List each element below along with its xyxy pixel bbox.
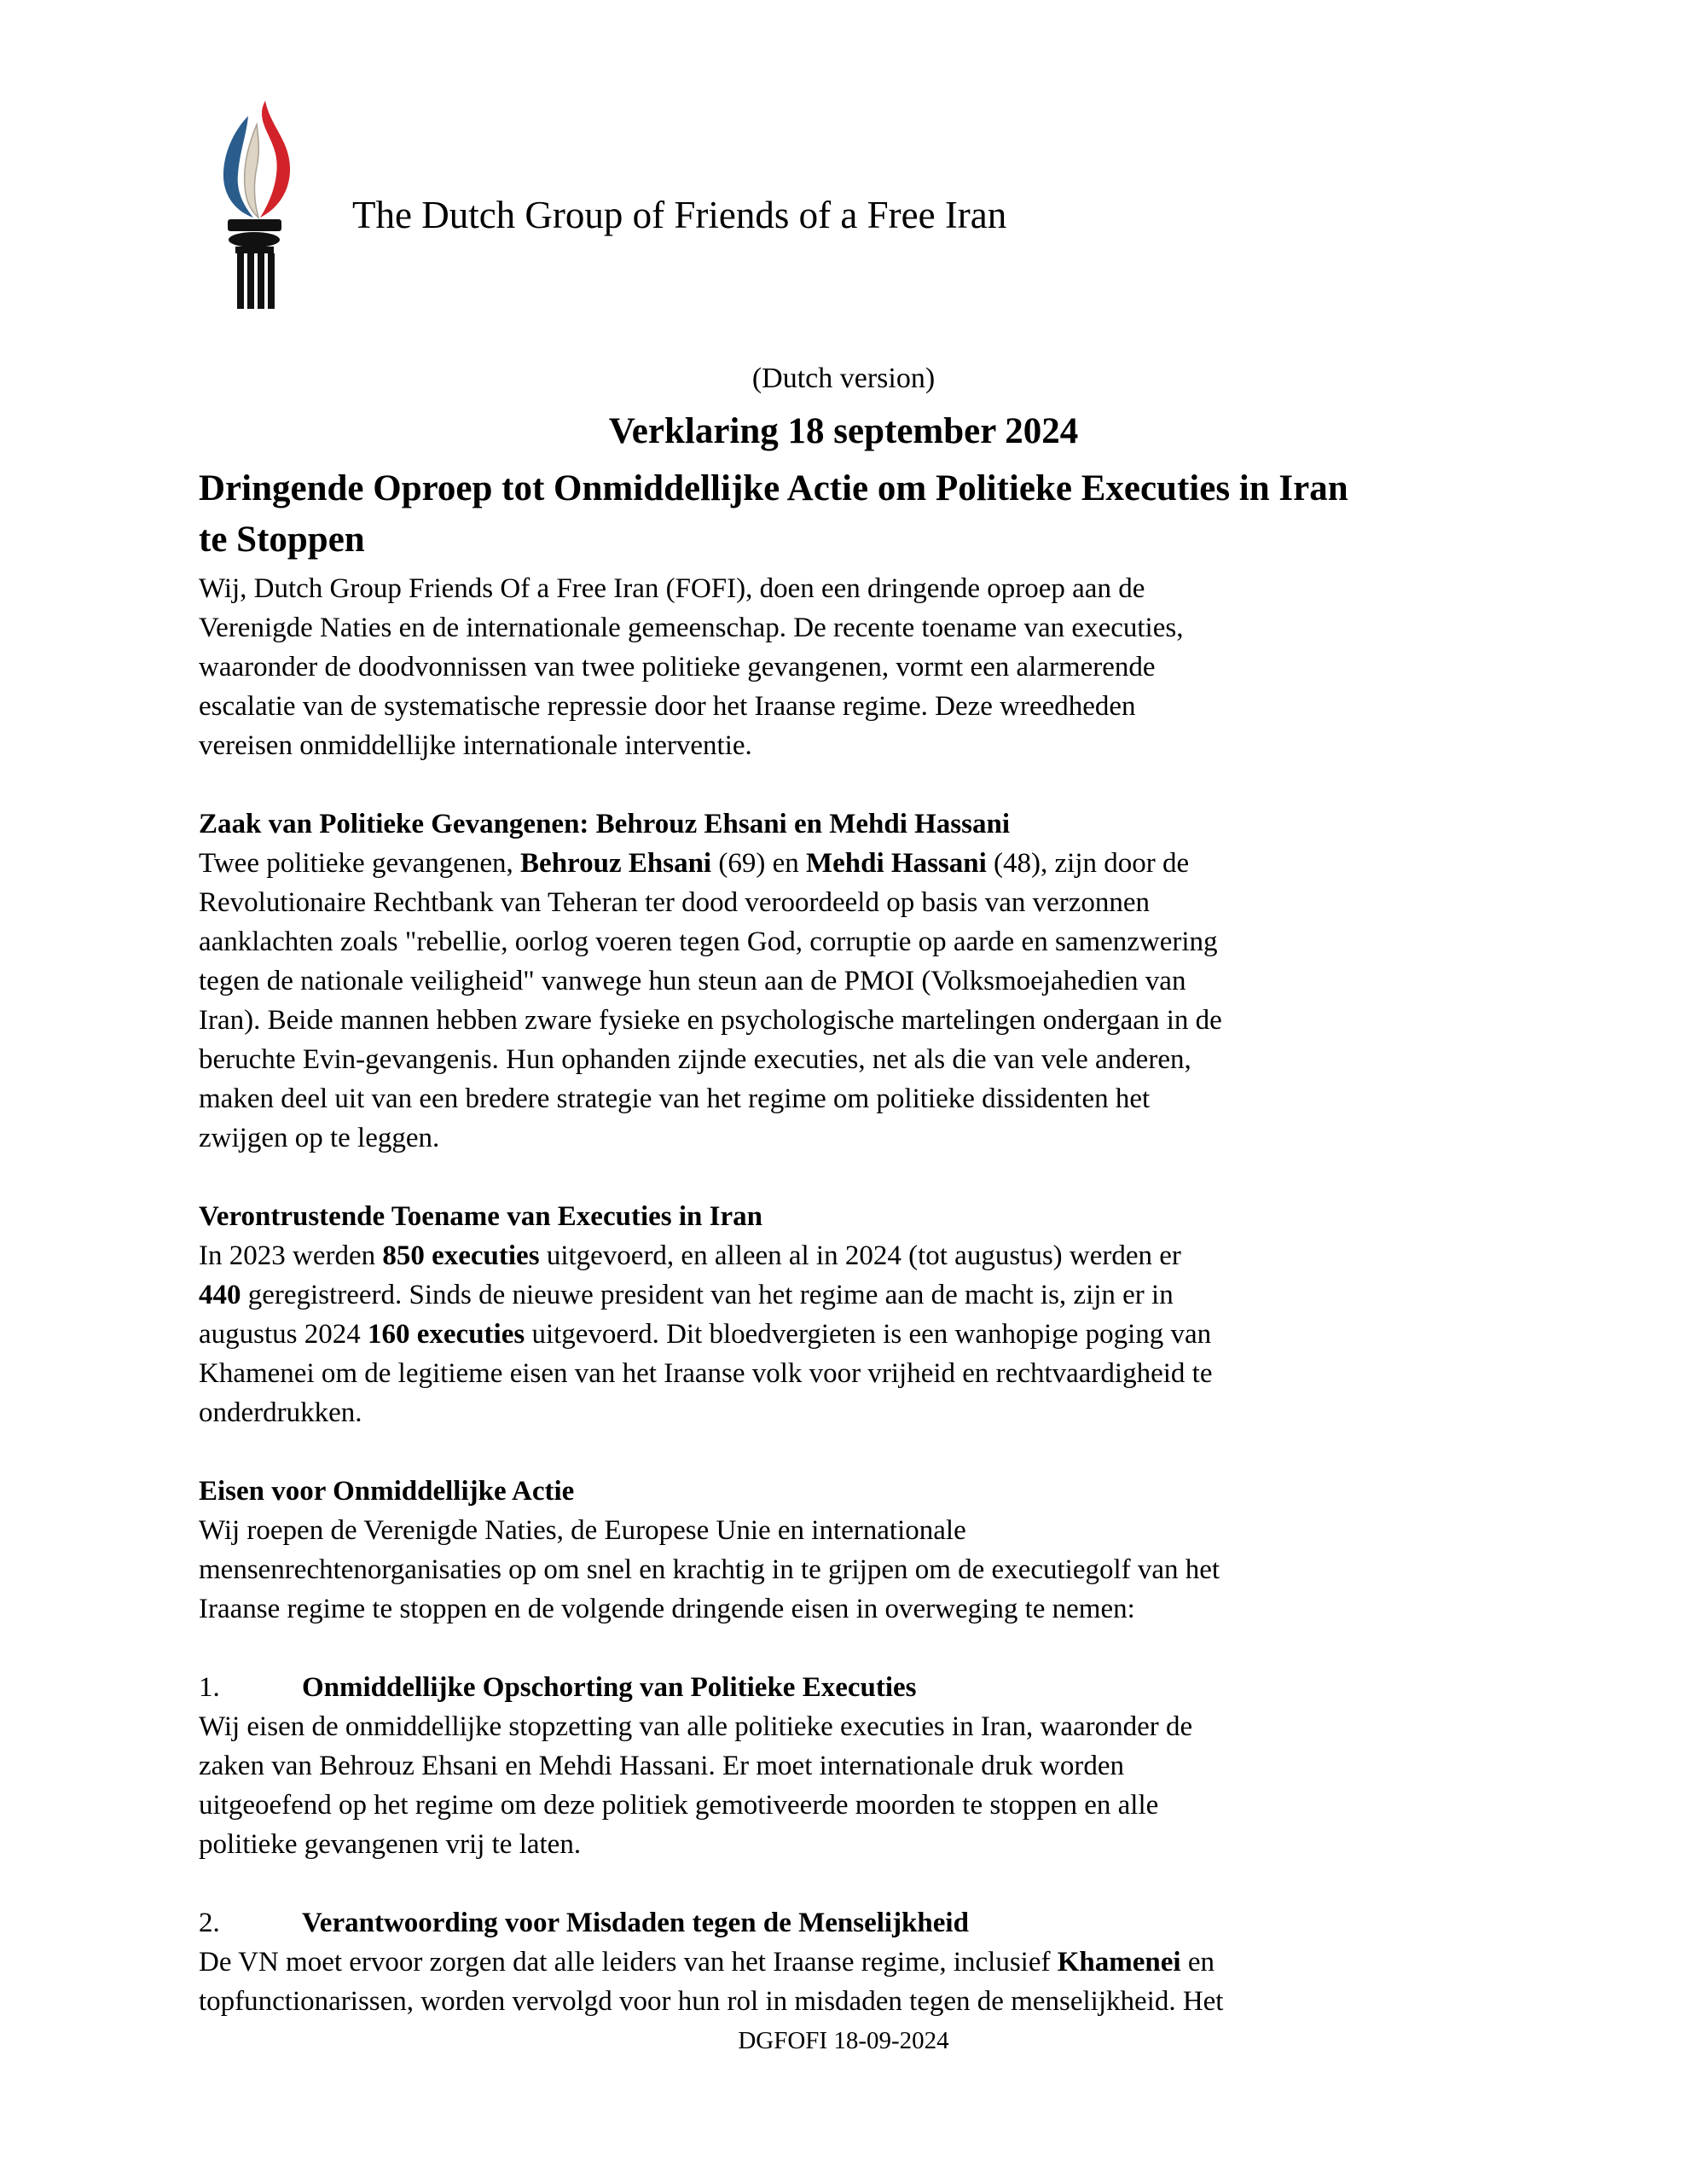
text-line: 440 geregistreerd. Sinds de nieuwe president van het regime aan de macht is, zijn er in [199, 1280, 1174, 1310]
paragraph [199, 569, 1488, 765]
organization-name: The Dutch Group of Friends of a Free Iran [352, 194, 1007, 236]
text-line: zwijgen op te leggen. [199, 1123, 440, 1153]
text-line: De VN moet ervoor zorgen dat alle leiders van het Iraanse regime, inclusief Khamenei en [199, 1947, 1215, 1978]
text-line: vereisen onmiddellijke internationale interventie. [199, 730, 752, 761]
main-heading-line-1: Dringende Oproep tot Onmiddellijke Actie om Politieke Executies in Iran [199, 468, 1348, 508]
text-line: Revolutionaire Rechtbank van Teheran ter dood veroordeeld op basis van verzonnen [199, 887, 1151, 918]
paragraph [199, 1511, 1488, 1629]
item-heading-text: Verantwoording voor Misdaden tegen de Menselijkheid [302, 1908, 969, 1938]
text-line: uitgeoefend op het regime om deze politiek gemotiveerde moorden te stoppen en alle [199, 1790, 1159, 1821]
text-line: zaken van Behrouz Ehsani en Mehdi Hassani. Er moet internationale druk worden [199, 1751, 1124, 1781]
text-line: Khamenei om de legitieme eisen van het Iraanse volk voor vrijheid en rechtvaardigheid te [199, 1358, 1213, 1389]
statement-date-heading: Verklaring 18 september 2024 [608, 411, 1079, 451]
text-line: escalatie van de systematische repressie door het Iraanse regime. Deze wreedheden [199, 691, 1136, 722]
text-line: politieke gevangenen vrij te laten. [199, 1829, 582, 1860]
text-line: tegen de nationale veiligheid" vanwege hun steun aan de PMOI (Volksmoejahedien van [199, 966, 1186, 996]
numbered-heading [199, 1903, 1488, 1943]
footer-note: DGFOFI 18-09-2024 [738, 2027, 949, 2054]
paragraph [199, 1236, 1488, 1432]
text-line: waaronder de doodvonnissen van twee politieke gevangenen, vormt een alarmerende [199, 652, 1156, 682]
text-line: beruchte Evin-gevangenis. Hun ophanden zijnde executies, net als die van vele anderen, [199, 1044, 1191, 1075]
main-heading-line-2: te Stoppen [199, 520, 365, 560]
text-line: Iran). Beide mannen hebben zware fysieke en psychologische martelingen ondergaan in de [199, 1005, 1222, 1036]
item-heading-text: Onmiddellijke Opschorting van Politieke Executies [302, 1672, 917, 1703]
heading: Zaak van Politieke Gevangenen: Behrouz Ehsani en Mehdi Hassani [199, 809, 1011, 839]
paragraph [199, 844, 1488, 1158]
text-line: mensenrechtenorganisaties op om snel en krachtig in te grijpen om de executiegolf van het [199, 1554, 1220, 1585]
text-line: Wij eisen de onmiddellijke stopzetting van alle politieke executies in Iran, waaronder de [199, 1711, 1193, 1742]
numbered-heading [199, 1668, 1488, 1707]
text-line: Wij roepen de Verenigde Naties, de Europese Unie en internationale [199, 1515, 966, 1546]
heading: Eisen voor Onmiddellijke Actie [199, 1476, 575, 1507]
paragraph [199, 1707, 1488, 1864]
text-line: topfunctionarissen, worden vervolgd voor hun rol in misdaden tegen de menselijkheid. Het [199, 1986, 1224, 2017]
text-line: onderdrukken. [199, 1397, 362, 1428]
text-line: Iraanse regime te stoppen en de volgende dringende eisen in overweging te nemen: [199, 1594, 1135, 1624]
text-line: maken deel uit van een bredere strategie van het regime om politieke dissidenten het [199, 1083, 1151, 1114]
text-line: augustus 2024 160 executies uitgevoerd. Dit bloedvergieten is een wanhopige poging van [199, 1319, 1212, 1350]
document-body [199, 0, 1488, 2060]
paragraph [199, 1943, 1488, 2021]
text-line: In 2023 werden 850 executies uitgevoerd, en alleen al in 2024 (tot augustus) werden er [199, 1240, 1181, 1271]
text-line: Twee politieke gevangenen, Behrouz Ehsani (69) en Mehdi Hassani (48), zijn door de [199, 848, 1190, 879]
version-note: (Dutch version) [751, 363, 936, 394]
main-heading [199, 463, 1488, 566]
item-number: 2. [199, 1908, 220, 1938]
text-line: Wij, Dutch Group Friends Of a Free Iran (FOFI), doen een dringende oproep aan de [199, 573, 1145, 604]
body-blocks [199, 569, 1488, 2021]
item-number: 1. [199, 1672, 220, 1703]
heading: Verontrustende Toename van Executies in Iran [199, 1201, 762, 1232]
text-line: Verenigde Naties en de internationale gemeenschap. De recente toename van executies, [199, 613, 1184, 643]
text-line: aanklachten zoals "rebellie, oorlog voeren tegen God, corruptie op aarde en samenzwering [199, 926, 1218, 957]
